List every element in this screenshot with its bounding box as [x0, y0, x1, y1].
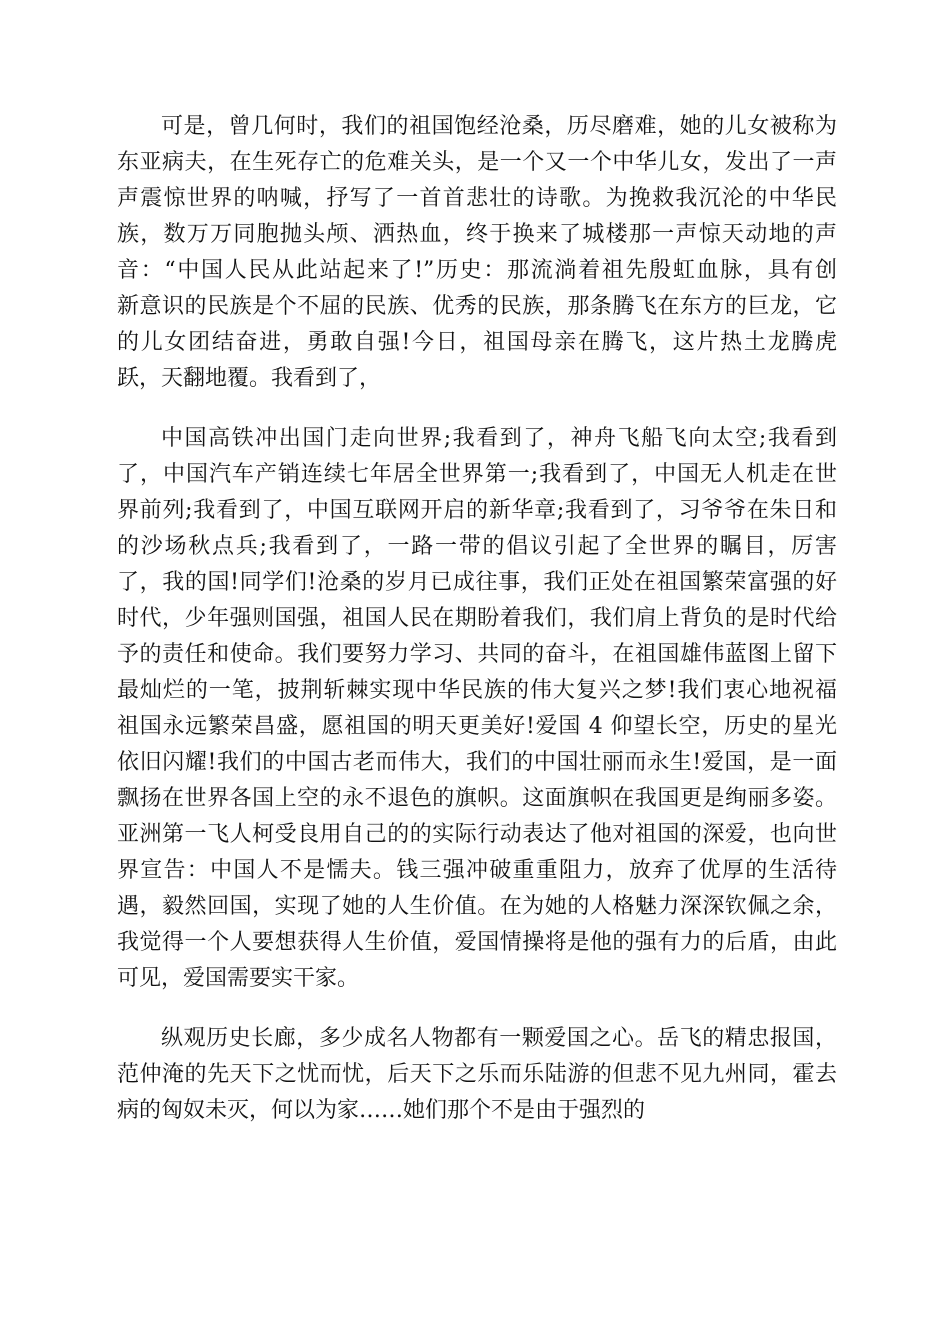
paragraph-3 — [117, 1021, 837, 1129]
text-line: 东亚病夫，在生死存亡的危难关头，是一个又一个中华儿女，发出了一声 — [117, 150, 837, 175]
text-line: 族，数万万同胞抛头颅、洒热血，终于换来了城楼那一声惊天动地的声 — [117, 222, 837, 247]
text-line: 的儿女团结奋进，勇敢自强!今日，祖国母亲在腾飞，这片热土龙腾虎 — [117, 330, 837, 355]
text-line: 依旧闪耀!我们的中国古老而伟大，我们的中国壮丽而永生!爱国，是一面 — [117, 750, 837, 775]
text-line: 予的责任和使命。我们要努力学习、共同的奋斗，在祖国雄伟蓝图上留下 — [117, 642, 837, 667]
paragraph-2 — [117, 421, 837, 997]
document-body — [117, 109, 837, 1153]
text-line: 亚洲第一飞人柯受良用自己的的实际行动表达了他对祖国的深爱，也向世 — [117, 822, 837, 847]
text-line: 病的匈奴未灭，何以为家……她们那个不是由于强烈的 — [117, 1098, 646, 1123]
paragraph-1 — [117, 109, 837, 397]
text-line: 飘扬在世界各国上空的永不退色的旗帜。这面旗帜在我国更是绚丽多姿。 — [117, 786, 837, 811]
text-line: 中国高铁冲出国门走向世界;我看到了，神舟飞船飞向太空;我看到 — [161, 426, 837, 451]
text-line: 界宣告：中国人不是懦夫。钱三强冲破重重阻力，放弃了优厚的生活待 — [117, 858, 837, 883]
text-line: 跃，天翻地覆。我看到了， — [117, 366, 382, 391]
text-line: 了，我的国!同学们!沧桑的岁月已成往事，我们正处在祖国繁荣富强的好 — [117, 570, 837, 595]
text-line: 的沙场秋点兵;我看到了，一路一带的倡议引起了全世界的瞩目，厉害 — [117, 534, 837, 559]
text-line: 最灿烂的一笔，披荆斩棘实现中华民族的伟大复兴之梦!我们衷心地祝福 — [117, 678, 837, 703]
text-line: 了，中国汽车产销连续七年居全世界第一;我看到了，中国无人机走在世 — [117, 462, 837, 487]
text-line: 时代，少年强则国强，祖国人民在期盼着我们，我们肩上背负的是时代给 — [117, 606, 837, 631]
text-line: 界前列;我看到了，中国互联网开启的新华章;我看到了，习爷爷在朱日和 — [117, 498, 837, 523]
text-line: 声震惊世界的呐喊，抒写了一首首悲壮的诗歌。为挽救我沉沦的中华民 — [117, 186, 837, 211]
text-line: 遇，毅然回国，实现了她的人生价值。在为她的人格魅力深深钦佩之余， — [117, 894, 837, 919]
text-line: 范仲淹的先天下之忧而忧，后天下之乐而乐陆游的但悲不见九州同，霍去 — [117, 1062, 837, 1087]
text-line: 音：“中国人民从此站起来了!”历史：那流淌着祖先殷虹血脉，具有创 — [117, 258, 837, 283]
text-line: 祖国永远繁荣昌盛，愿祖国的明天更美好!爱国 4 仰望长空，历史的星光 — [117, 714, 837, 739]
text-line: 我觉得一个人要想获得人生价值，爱国情操将是他的强有力的后盾，由此 — [117, 930, 837, 955]
text-line: 纵观历史长廊，多少成名人物都有一颗爱国之心。岳飞的精忠报国， — [161, 1026, 837, 1051]
text-line: 新意识的民族是个不屈的民族、优秀的民族，那条腾飞在东方的巨龙，它 — [117, 294, 837, 319]
text-line: 可见，爱国需要实干家。 — [117, 966, 360, 991]
text-line: 可是，曾几何时，我们的祖国饱经沧桑，历尽磨难，她的儿女被称为 — [161, 114, 837, 139]
